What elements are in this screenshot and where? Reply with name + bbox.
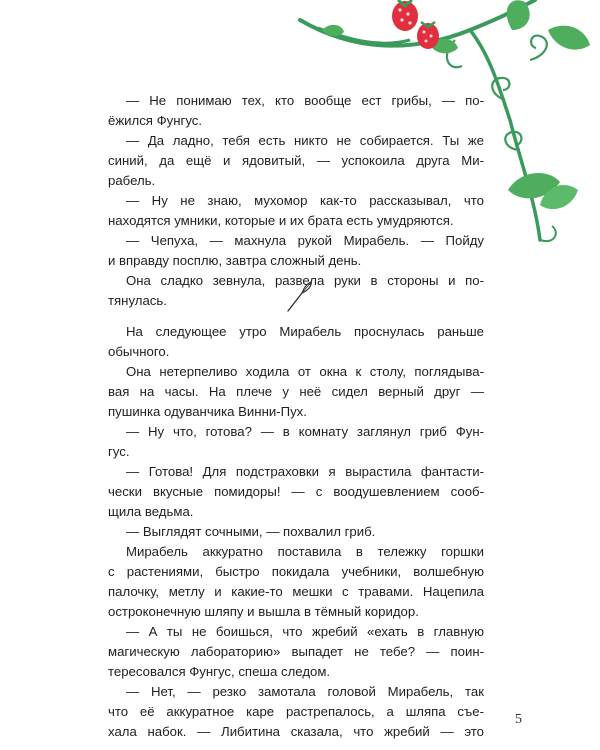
text-line: — Выглядят сочными, — похвалил гриб. [126, 524, 376, 539]
text-line: Мирабель аккуратно поставила в тележку горшки [126, 544, 484, 559]
text-line: — Нет, — резко замотала головой Мирабель, так [126, 684, 484, 699]
paragraph [108, 191, 484, 231]
text-line: что её аккуратное каре растрепалось, а шляпа съе- [108, 704, 484, 719]
text-line: с растениями, быстро покидала учебники, волшебную [108, 564, 484, 579]
text-line: тересовался Фунгус, спеша следом. [108, 664, 331, 679]
text-line: Она сладко зевнула, развела руки в стороны и по- [126, 273, 484, 288]
text-line: — Ну не знаю, мухомор как-то рассказывал, что [126, 193, 484, 208]
paragraph [108, 91, 484, 131]
text-line: находятся умники, которые и их брата есть умудряются. [108, 213, 454, 228]
text-line: — Готова! Для подстраховки я вырастила фантасти- [126, 464, 484, 479]
text-line: остроконечную шляпу и вышла в тёмный коридор. [108, 604, 419, 619]
text-line: — Чепуха, — махнула рукой Мирабель. — Пойду [126, 233, 484, 248]
text-line: синий, да ещё и ядовитый, — успокоила друга Ми- [108, 153, 484, 168]
text-line: магическую лабораторию» выпадет не тебе? — поин- [108, 644, 484, 659]
text-line: вая на часы. На плече у неё сидел верный друг — [108, 384, 484, 399]
text-line: На следующее утро Мирабель проснулась раньше [126, 324, 484, 339]
text-line: тянулась. [108, 293, 167, 308]
text-line: палочку, метлу и какие-то мешки с травами. Нацепила [108, 584, 484, 599]
paragraph [108, 131, 484, 191]
text-line: и вправду посплю, завтра сложный день. [108, 253, 362, 268]
paragraph [108, 682, 484, 742]
text-line: обычного. [108, 344, 170, 359]
paragraph [108, 522, 484, 542]
text-line: — Ну что, готова? — в комнату заглянул гриб Фун- [126, 424, 484, 439]
text-line: — Да ладно, тебя есть никто не собирается. Ты же [126, 133, 484, 148]
text-line: рабель. [108, 173, 156, 188]
text-line: щила ведьма. [108, 504, 194, 519]
text-line: чески вкусные помидоры! — с воодушевлением сооб- [108, 484, 484, 499]
text-block-2 [108, 322, 484, 742]
paragraph [108, 462, 484, 522]
paragraph [108, 622, 484, 682]
text-line: ёжился Фунгус. [108, 113, 203, 128]
paragraph [108, 422, 484, 462]
paragraph [108, 362, 484, 422]
text-line: хала набок. — Либитина сказала, что жребий — это [108, 724, 484, 739]
paragraph [108, 542, 484, 622]
text-line: пушинка одуванчика Винни-Пух. [108, 404, 307, 419]
text-line: Она нетерпеливо ходила от окна к столу, поглядыва- [126, 364, 484, 379]
text-line: — Не понимаю тех, кто вообще ест грибы, — по- [126, 93, 484, 108]
text-line: гус. [108, 444, 130, 459]
paragraph [108, 231, 484, 271]
text-block-1 [108, 91, 484, 311]
text-line: — А ты не боишься, что жребий «ехать в главную [126, 624, 484, 639]
paragraph [108, 322, 484, 362]
page-number: 5 [515, 712, 522, 727]
whisk-icon [280, 279, 316, 315]
